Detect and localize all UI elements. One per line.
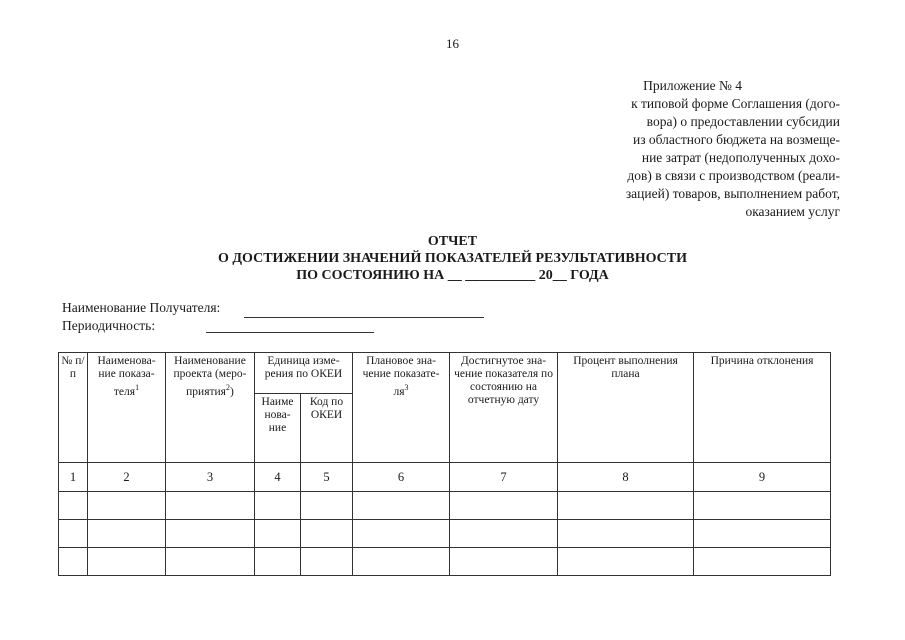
header-plan-text: Плановое зна- чение показате- ля <box>362 355 440 398</box>
table-cell[interactable] <box>353 491 450 519</box>
header-unit-code: Код по ОКЕИ <box>301 393 353 463</box>
header-indicator-text: Наименова- ние показа- теля <box>97 355 156 398</box>
appendix-line: оказанием услуг <box>745 204 840 219</box>
table-cell[interactable] <box>88 547 166 575</box>
header-unit: Единица изме- рения по ОКЕИ <box>255 353 353 394</box>
table-cell[interactable] <box>255 547 301 575</box>
page-number: 16 <box>446 36 459 51</box>
table-cell[interactable] <box>88 491 166 519</box>
table-row <box>59 547 831 575</box>
column-number: 1 <box>59 463 88 491</box>
table-cell[interactable] <box>255 491 301 519</box>
report-title <box>150 233 755 284</box>
table-cell[interactable] <box>450 547 558 575</box>
column-number: 5 <box>301 463 353 491</box>
recipient-field-line[interactable] <box>244 317 484 318</box>
table-cell[interactable] <box>694 547 831 575</box>
header-project-tail: ) <box>229 385 234 398</box>
header-row <box>59 353 831 394</box>
column-number: 4 <box>255 463 301 491</box>
appendix-block <box>560 77 840 221</box>
appendix-title: Приложение № 4 <box>643 78 742 93</box>
table-cell[interactable] <box>59 519 88 547</box>
column-number: 3 <box>166 463 255 491</box>
table-cell[interactable] <box>255 519 301 547</box>
recipient-label: Наименование Получателя: <box>62 300 221 315</box>
table-row <box>59 519 831 547</box>
header-reason: Причина отклонения <box>694 353 831 463</box>
table-cell[interactable] <box>166 547 255 575</box>
table-cell[interactable] <box>353 547 450 575</box>
table-cell[interactable] <box>59 547 88 575</box>
header-num: № п/п <box>59 353 88 463</box>
appendix-line: вора) о предоставлении субсидии <box>646 114 840 129</box>
column-number: 7 <box>450 463 558 491</box>
table-cell[interactable] <box>166 519 255 547</box>
report-title-line: ПО СОСТОЯНИЮ НА __ __________ 20__ ГОДА <box>296 268 609 283</box>
appendix-line: ние затрат (недополученных дохо- <box>641 150 840 165</box>
header-project <box>166 353 255 463</box>
table-cell[interactable] <box>301 491 353 519</box>
table-cell[interactable] <box>301 547 353 575</box>
header-plan <box>353 353 450 463</box>
header-indicator <box>88 353 166 463</box>
table-cell[interactable] <box>558 519 694 547</box>
table-cell[interactable] <box>694 491 831 519</box>
table-cell[interactable] <box>558 547 694 575</box>
appendix-line: к типовой форме Соглашения (дого- <box>631 96 840 111</box>
header-unit-name: Наиме нова- ние <box>255 393 301 463</box>
table-cell[interactable] <box>301 519 353 547</box>
report-table <box>58 352 831 576</box>
table-row <box>59 491 831 519</box>
appendix-line: зацией) товаров, выполнением работ, <box>625 186 840 201</box>
column-number: 9 <box>694 463 831 491</box>
table-cell[interactable] <box>450 519 558 547</box>
report-title-line: ОТЧЕТ <box>427 234 478 249</box>
periodicity-field-line[interactable] <box>206 332 374 333</box>
table-cell[interactable] <box>166 491 255 519</box>
table-cell[interactable] <box>59 491 88 519</box>
column-number: 6 <box>353 463 450 491</box>
appendix-line: дов) в связи с производством (реали- <box>627 168 840 183</box>
appendix-line: из областного бюджета на возмеще- <box>632 132 840 147</box>
footnote-marker: 2 <box>225 383 230 392</box>
table-cell[interactable] <box>88 519 166 547</box>
header-project-text: Наименование проекта (меро- приятия <box>173 355 247 398</box>
column-number: 8 <box>558 463 694 491</box>
periodicity-label: Периодичность: <box>62 318 156 333</box>
footnote-marker: 1 <box>135 383 140 392</box>
table-cell[interactable] <box>558 491 694 519</box>
footnote-marker: 3 <box>404 383 409 392</box>
table-cell[interactable] <box>353 519 450 547</box>
report-title-line: О ДОСТИЖЕНИИ ЗНАЧЕНИЙ ПОКАЗАТЕЛЕЙ РЕЗУЛЬТАТИВНОСТИ <box>218 251 687 266</box>
table-cell[interactable] <box>450 491 558 519</box>
column-number: 2 <box>88 463 166 491</box>
header-percent: Процент выполнения плана <box>558 353 694 463</box>
column-number-row <box>59 463 831 491</box>
table-cell[interactable] <box>694 519 831 547</box>
header-achieved: Достигнутое зна- чение показателя по состоянию на отчетную дату <box>450 353 558 463</box>
